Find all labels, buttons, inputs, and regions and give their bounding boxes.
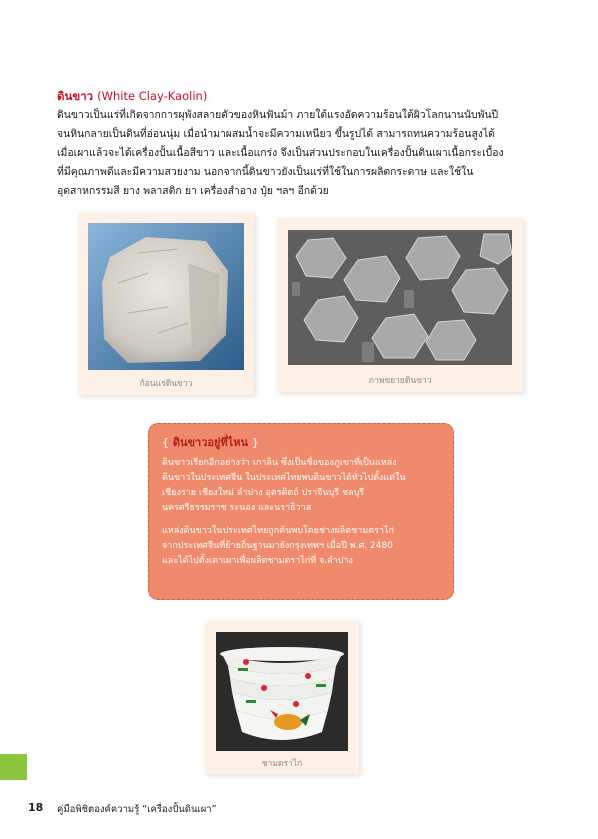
book-title: คู่มือพิชิตองค์ความรู้ “เครื่องปั้นดินเผา” — [57, 804, 217, 815]
paragraph-line: จนหินกลายเป็นดินที่อ่อนนุ่ม เมื่อนำมาผสมน้ำจะมีความเหนียว ขึ้นรูปได้ สามารถทนความร้อนสูงได้ — [57, 128, 495, 140]
info-line: นครศรีธรรมราช ระนอง และนราธิวาส — [162, 503, 312, 513]
info-title-text: ดินขาวอยู่ที่ไหน — [172, 436, 248, 449]
heading-thai: ดินขาว — [57, 89, 94, 103]
kaolin-ore-photo — [88, 223, 244, 370]
ore-caption: ก้อนแร่ดินขาว — [139, 379, 193, 389]
info-line: ดินขาวเรียกอีกอย่างว่า เกาลิน ซึ่งเป็นชื่อของภูเขาที่เป็นแหล่ง — [162, 458, 397, 468]
ore-figure — [78, 213, 254, 395]
info-line: ดินขาวในประเทศจีน ในประเทศไทยพบดินขาวได้ทั่วไปตั้งแต่ใน — [162, 473, 406, 483]
info-paragraph-2 — [162, 524, 443, 569]
bracket-open: { — [162, 436, 169, 449]
paragraph-line: ที่มีคุณภาพดีและมีความสวยงาม นอกจากนี้ดินขาวยังเป็นแร่ที่ใช้ในการผลิตกระดาษ และใช้ใน — [57, 166, 474, 178]
info-line: เชียงราย เชียงใหม่ ลำปาง อุตรดิตถ์ ปราจีนบุรี ชลบุรี — [162, 488, 365, 498]
section-heading — [57, 88, 207, 106]
paragraph-line: ดินขาวเป็นแร่ที่เกิดจากการผุพังสลายตัวของหินฟันม้า ภายใต้แรงอัดความร้อนใต้ผิวโลกนานนับพันปี — [57, 109, 499, 121]
info-box-title — [162, 433, 443, 451]
bowl-figure — [205, 621, 359, 774]
info-line: จากประเทศจีนที่ย้ายถิ่นฐานมายังกรุงเทพฯ เมื่อปี พ.ศ. 2480 — [162, 541, 393, 551]
intro-paragraph — [57, 106, 547, 201]
micro-figure — [277, 218, 523, 392]
info-paragraph-1 — [162, 456, 443, 516]
bowl-caption: ชามตราไก่ — [261, 759, 303, 769]
info-line: แหล่งดินขาวในประเทศไทยถูกค้นพบโดยช่างผลิตชามตราไก่ — [162, 526, 394, 536]
micro-caption: ภาพขยายดินขาว — [368, 376, 432, 386]
paragraph-line: อุตสาหกรรมสี ยาง พลาสติก ยา เครื่องสำอาง ปุ๋ย ฯลฯ อีกด้วย — [57, 185, 329, 197]
info-line: และได้ไปตั้งเตาเผาเพื่อผลิตชามตราไก่ที่ จ.ลำปาง — [162, 556, 353, 566]
kaolin-micrograph — [288, 230, 512, 365]
heading-english: (White Clay-Kaolin) — [97, 89, 208, 103]
page-edge-tab — [0, 754, 27, 780]
rooster-bowls-photo — [216, 632, 348, 751]
paragraph-line: เมื่อเผาแล้วจะได้เครื่องปั้นเนื้อสีขาว และเนื้อแกร่ง จึงเป็นส่วนประกอบในเครื่องปั้นดินเผาเนื้อกระเบื้อง — [57, 147, 504, 159]
page-number: 18 — [28, 801, 44, 814]
bracket-close: } — [251, 436, 259, 449]
info-box-where-kaolin — [148, 423, 454, 600]
